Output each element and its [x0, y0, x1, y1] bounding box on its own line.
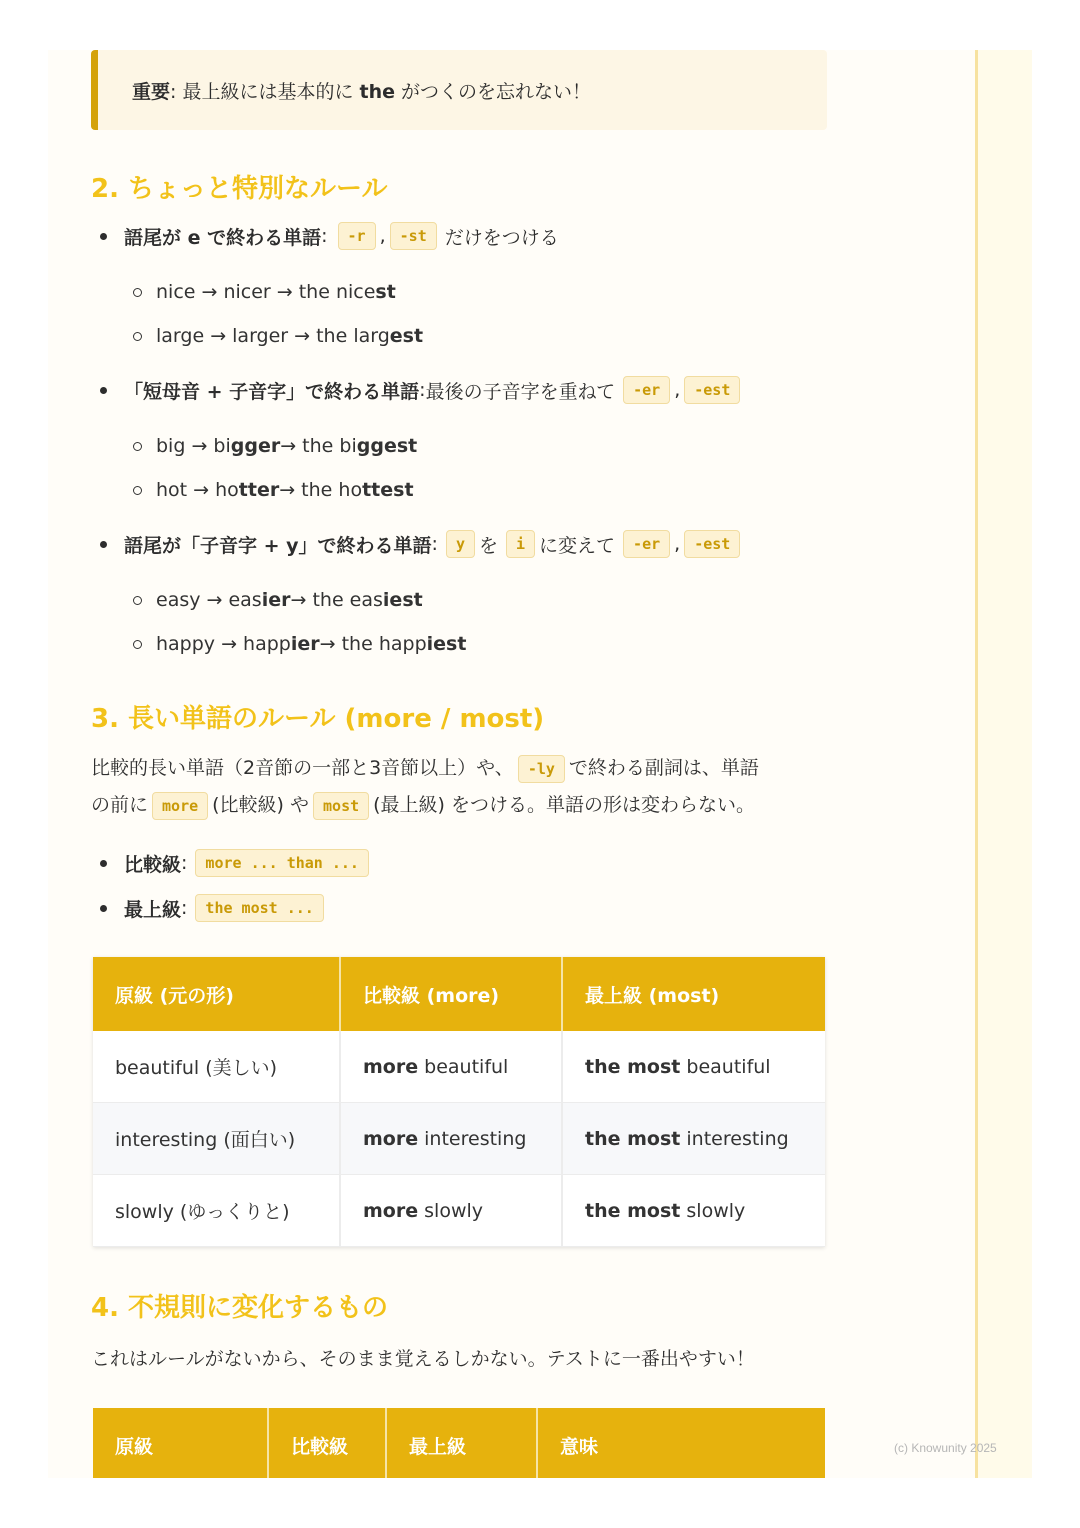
- code-i: i: [506, 530, 535, 558]
- bullet-dot: [100, 233, 107, 240]
- section-3-para-line-2: [91, 790, 755, 820]
- code-ly: -ly: [518, 755, 565, 783]
- rule-text: 最後の子音字を重ねて: [425, 380, 616, 403]
- example-suffix: tter: [238, 479, 280, 501]
- table-cell: slowly (ゆっくりと): [93, 1175, 340, 1247]
- para-text: の前に: [91, 794, 149, 816]
- example-suffix: ier: [261, 589, 291, 611]
- example-easy: [133, 589, 423, 611]
- table-cell: [340, 1175, 562, 1247]
- bullet-dot: [100, 860, 107, 867]
- para-text: で終わる副詞は、単語: [568, 757, 759, 779]
- table-header: 原級: [93, 1408, 268, 1478]
- table-header: 意味: [537, 1408, 825, 1478]
- table-header: 最上級: [386, 1408, 537, 1478]
- table-header: 比較級 (more): [340, 957, 562, 1031]
- table-row: [93, 1175, 825, 1247]
- example-hot: [133, 479, 414, 501]
- sub-bullet: [133, 596, 142, 605]
- cell-bold: the most: [585, 1199, 681, 1222]
- bullet-dot: [100, 905, 107, 912]
- rule-label: 「短母音 + 子音字」で終わる単語: [124, 380, 420, 403]
- rule-text: に変えて: [539, 534, 616, 557]
- comparative-pattern: [100, 849, 373, 877]
- example-nice: [133, 281, 396, 303]
- colon: :: [321, 225, 328, 247]
- example-text: → the bi: [280, 435, 357, 457]
- sub-bullet: [133, 288, 142, 297]
- example-text: → the eas: [290, 589, 383, 611]
- code-suffix-est: -est: [684, 530, 740, 558]
- example-suffix: iest: [382, 589, 423, 611]
- code-most: most: [313, 792, 369, 820]
- example-suffix: iest: [426, 633, 467, 655]
- example-text: easy → eas: [156, 589, 262, 611]
- table-cell: [562, 1031, 825, 1103]
- margin-band: [978, 50, 1032, 1478]
- code-suffix-er: -er: [623, 530, 670, 558]
- callout-text: : 最上級には基本的に: [170, 80, 360, 103]
- bullet-dot: [100, 541, 107, 548]
- rule-label: 語尾が「子音字 + y」で終わる単語: [124, 534, 432, 557]
- table-cell: beautiful (美しい): [93, 1031, 340, 1103]
- important-callout: [91, 50, 827, 130]
- callout-the: the: [359, 80, 395, 103]
- section-3-title: 3. 長い単語のルール (more / most): [91, 704, 545, 734]
- cell-text: interesting: [418, 1127, 527, 1150]
- code-y: y: [446, 530, 475, 558]
- table-header: 比較級: [268, 1408, 386, 1478]
- cell-bold: the most: [585, 1127, 681, 1150]
- section-3-para-line-1: [91, 753, 759, 783]
- rule-e-ending: [100, 222, 559, 250]
- table-cell: interesting (面白い): [93, 1103, 340, 1175]
- rule-label: 語尾が e で終わる単語: [124, 226, 322, 249]
- code-the-most: the most ...: [195, 894, 323, 922]
- section-2-title: 2. ちょっと特別なルール: [91, 174, 388, 204]
- table-header: 最上級 (most): [562, 957, 825, 1031]
- example-suffix: est: [389, 325, 424, 347]
- separator: ,: [674, 533, 681, 555]
- separator: ,: [379, 225, 386, 247]
- section-4-text: これはルールがないから、そのまま覚えるしかない。テストに一番出やすい！: [91, 1348, 755, 1370]
- example-text: happy → happ: [156, 633, 291, 655]
- colon: :: [419, 379, 426, 401]
- rule-tail: だけをつける: [444, 226, 559, 249]
- section-4-title: 4. 不規則に変化するもの: [91, 1293, 389, 1323]
- callout-text-end: がつくのを忘れない！: [395, 80, 592, 103]
- example-text: → the happ: [319, 633, 427, 655]
- cell-bold: the most: [585, 1055, 681, 1078]
- example-suffix: ggest: [356, 435, 418, 457]
- example-text: → the ho: [279, 479, 363, 501]
- code-more-than: more ... than ...: [195, 849, 369, 877]
- code-more: more: [152, 792, 208, 820]
- example-suffix: gger: [230, 435, 281, 457]
- example-text: nice → nicer → the nice: [156, 281, 376, 303]
- table-header-row: [93, 1408, 825, 1478]
- example-large: [133, 325, 423, 347]
- example-text: big → bi: [156, 435, 231, 457]
- table-cell: [340, 1103, 562, 1175]
- bullet-dot: [100, 387, 107, 394]
- cell-text: interesting: [680, 1127, 789, 1150]
- example-text: large → larger → the larg: [156, 325, 390, 347]
- colon: :: [181, 852, 188, 874]
- colon: :: [181, 897, 188, 919]
- pattern-label: 最上級: [124, 898, 182, 921]
- table-row: [93, 1031, 825, 1103]
- cell-text: beautiful: [680, 1055, 771, 1078]
- table-cell: [562, 1103, 825, 1175]
- cell-bold: more: [363, 1055, 419, 1078]
- example-text: hot → ho: [156, 479, 239, 501]
- sub-bullet: [133, 486, 142, 495]
- cell-text: slowly: [680, 1199, 746, 1222]
- colon: :: [431, 533, 438, 555]
- example-suffix: st: [375, 281, 396, 303]
- example-suffix: ttest: [362, 479, 414, 501]
- table-cell: [340, 1031, 562, 1103]
- para-text: (比較級) や: [212, 794, 310, 816]
- cell-text: slowly: [418, 1199, 484, 1222]
- pattern-label: 比較級: [124, 853, 182, 876]
- sub-bullet: [133, 442, 142, 451]
- para-text: (最上級) をつける。単語の形は変わらない。: [373, 794, 756, 816]
- code-suffix-r: -r: [338, 222, 376, 250]
- table-header-row: [93, 957, 825, 1031]
- table-cell: [562, 1175, 825, 1247]
- example-big: [133, 435, 417, 457]
- particle-wo: を: [478, 534, 498, 557]
- para-text: 比較的長い単語（2音節の一部と3音節以上）や、: [91, 757, 514, 779]
- sub-bullet: [133, 332, 142, 341]
- code-suffix-er: -er: [623, 376, 670, 404]
- callout-label: 重要: [132, 80, 171, 103]
- example-suffix: ier: [290, 633, 320, 655]
- code-suffix-est: -est: [684, 376, 740, 404]
- table-header: 原級 (元の形): [93, 957, 340, 1031]
- table-row: [93, 1103, 825, 1175]
- rule-consonant-y: [100, 530, 744, 558]
- sub-bullet: [133, 640, 142, 649]
- cell-bold: more: [363, 1199, 419, 1222]
- cell-bold: more: [363, 1127, 419, 1150]
- example-happy: [133, 633, 466, 655]
- cell-text: beautiful: [418, 1055, 509, 1078]
- irregular-table: [93, 1408, 825, 1478]
- superlative-pattern: [100, 894, 328, 922]
- code-suffix-st: -st: [390, 222, 437, 250]
- copyright-text: (c) Knowunity 2025: [894, 1441, 997, 1455]
- more-most-table: [93, 957, 825, 1247]
- separator: ,: [674, 379, 681, 401]
- rule-short-vowel: [100, 376, 744, 404]
